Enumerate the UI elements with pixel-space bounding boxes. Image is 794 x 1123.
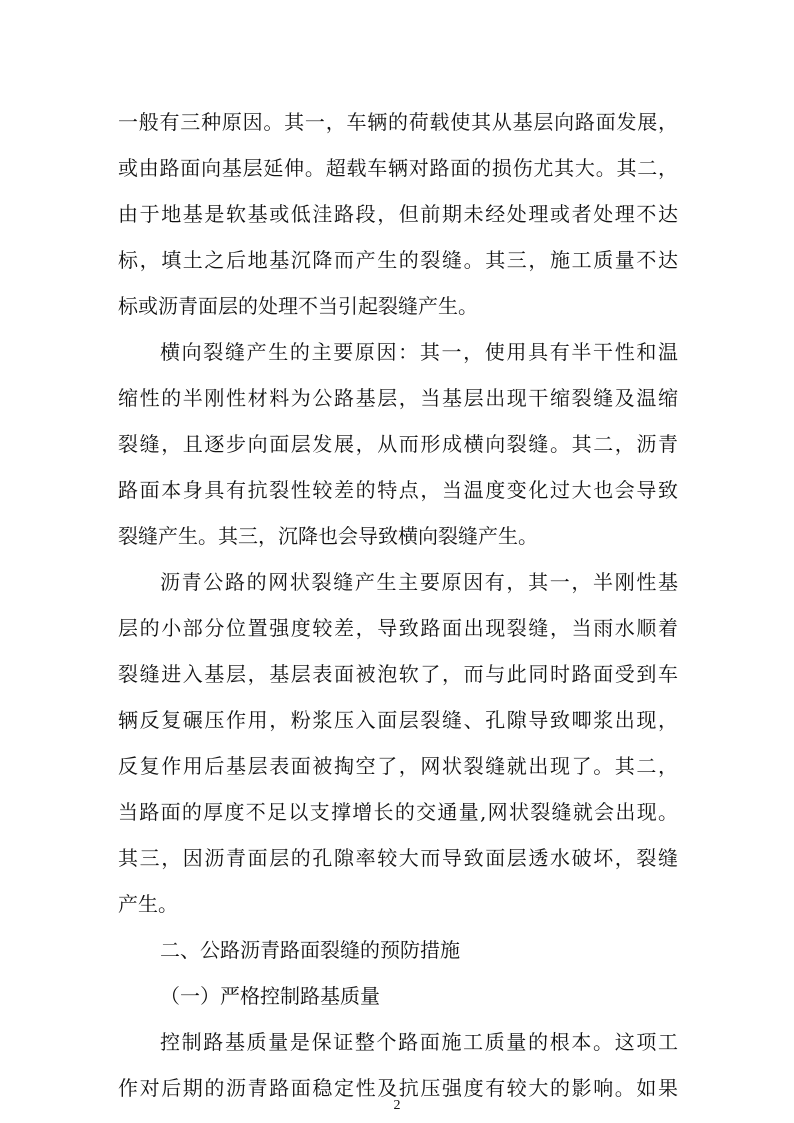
paragraph-1-line-1: 一般有三种原因。其一，车辆的荷载使其从基层向路面发展， xyxy=(118,110,678,134)
paragraph-2-line-1: 横向裂缝产生的主要原因：其一，使用具有半干性和温 xyxy=(160,340,678,364)
paragraph-2-line-3: 裂缝，且逐步向面层发展，从而形成横向裂缝。其二，沥青 xyxy=(118,432,678,456)
paragraph-1-line-3: 由于地基是软基或低洼路段，但前期未经处理或者处理不达 xyxy=(118,202,678,226)
paragraph-3-line-6: 当路面的厚度不足以支撑增长的交通量,网状裂缝就会出现。 xyxy=(118,800,678,824)
paragraph-3-line-4: 辆反复碾压作用，粉浆压入面层裂缝、孔隙导致唧浆出现， xyxy=(118,708,678,732)
paragraph-1-line-2: 或由路面向基层延伸。超载车辆对路面的损伤尤其大。其二， xyxy=(118,156,678,180)
section-heading: 二、公路沥青路面裂缝的预防措施 xyxy=(160,938,460,962)
paragraph-4-line-1: 控制路基质量是保证整个路面施工质量的根本。这项工 xyxy=(160,1030,678,1054)
paragraph-3-line-3: 裂缝进入基层，基层表面被泡软了，而与此同时路面受到车 xyxy=(118,662,678,686)
paragraph-1-line-4: 标，填土之后地基沉降而产生的裂缝。其三，施工质量不达 xyxy=(118,248,678,272)
paragraph-3-line-2: 层的小部分位置强度较差，导致路面出现裂缝，当雨水顺着 xyxy=(118,616,678,640)
paragraph-2-line-4: 路面本身具有抗裂性较差的特点，当温度变化过大也会导致 xyxy=(118,478,678,502)
paragraph-4-line-2: 作对后期的沥青路面稳定性及抗压强度有较大的影响。如果 xyxy=(118,1076,678,1100)
paragraph-3-line-7: 其三，因沥青面层的孔隙率较大而导致面层透水破坏，裂缝 xyxy=(118,846,678,870)
paragraph-3-line-8: 产生。 xyxy=(118,892,178,916)
subsection-heading: （一）严格控制路基质量 xyxy=(160,984,380,1008)
paragraph-2-line-2: 缩性的半刚性材料为公路基层，当基层出现干缩裂缝及温缩 xyxy=(118,386,678,410)
paragraph-2-line-5: 裂缝产生。其三，沉降也会导致横向裂缝产生。 xyxy=(118,524,538,548)
paragraph-3-line-5: 反复作用后基层表面被掏空了，网状裂缝就出现了。其二， xyxy=(118,754,678,778)
page-number: 2 xyxy=(393,1098,401,1113)
paragraph-1-line-5: 标或沥青面层的处理不当引起裂缝产生。 xyxy=(118,294,478,318)
paragraph-3-line-1: 沥青公路的网状裂缝产生主要原因有，其一，半刚性基 xyxy=(160,570,678,594)
